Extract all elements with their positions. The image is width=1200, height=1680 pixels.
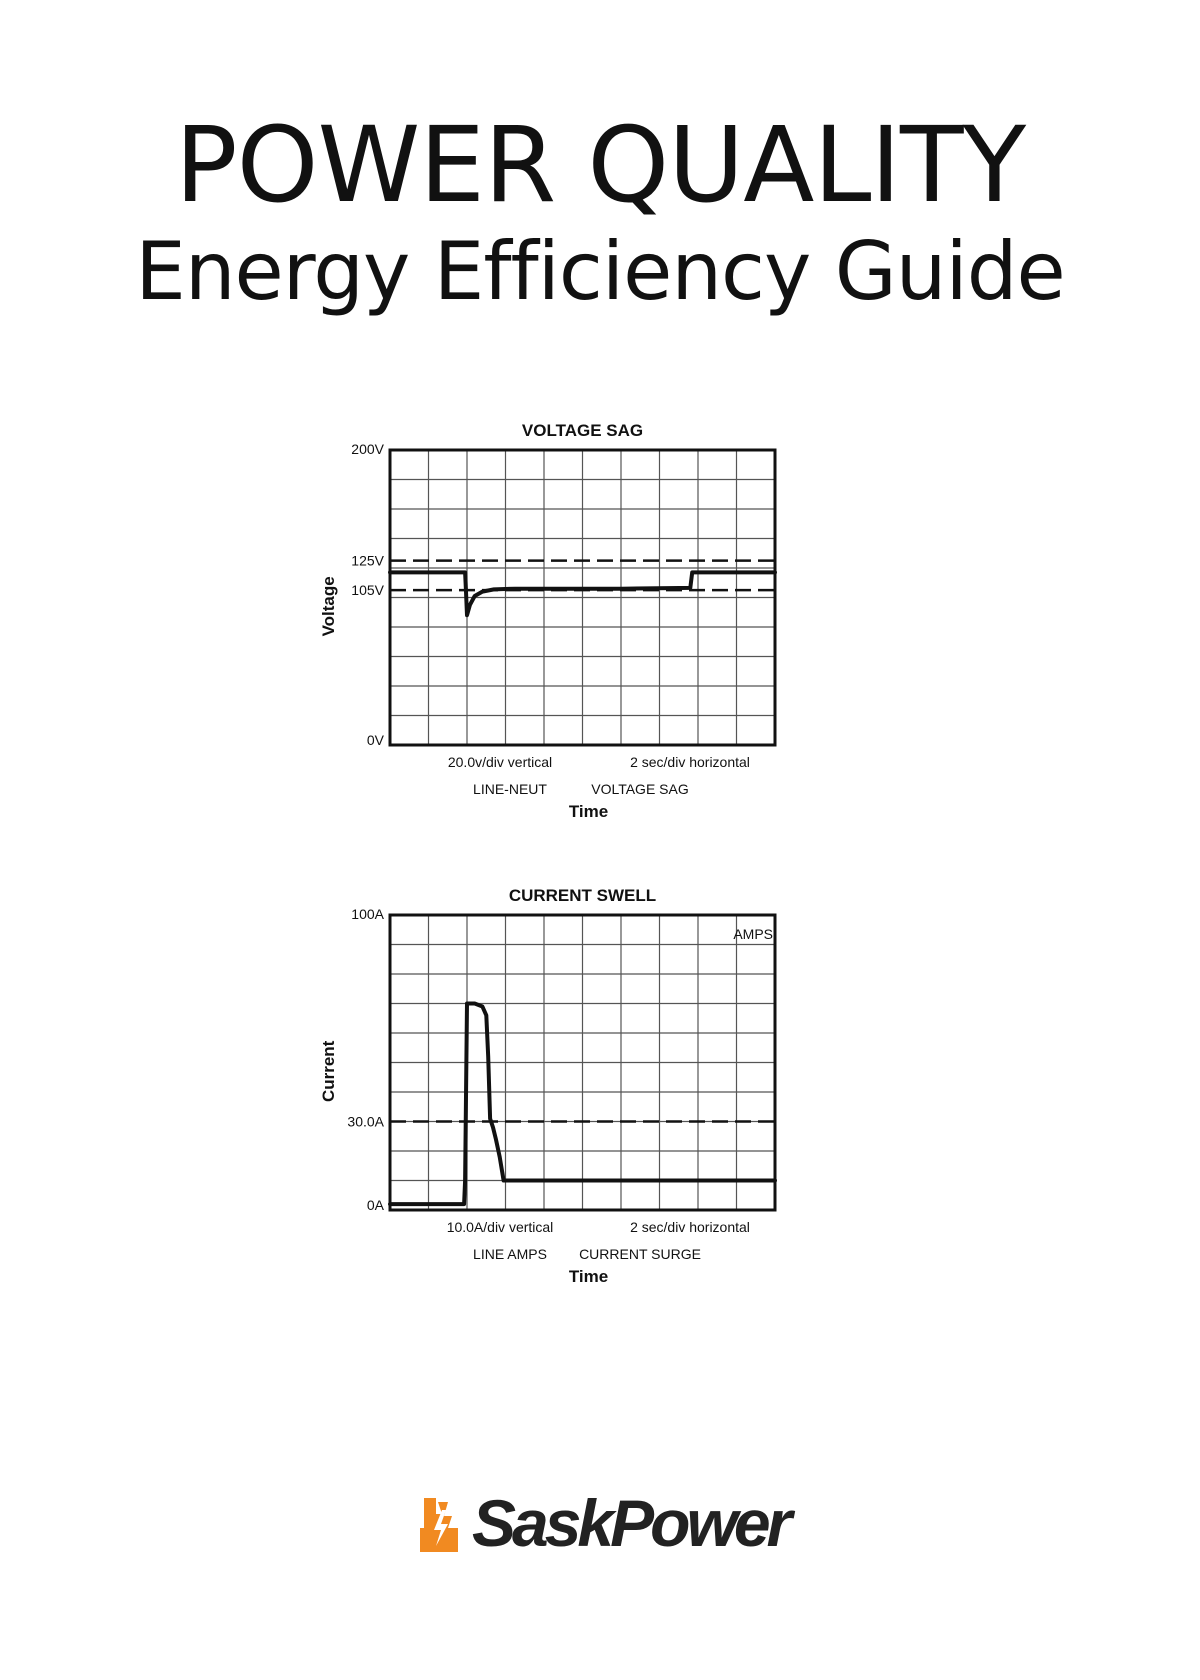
x-axis-label: Time [568, 802, 609, 821]
current-swell-chart [320, 875, 860, 1315]
y-tick-label: 125V [351, 552, 384, 569]
horizontal-scale-note: 2 sec/div horizontal [630, 1219, 750, 1235]
series-annotation: AMPS [733, 926, 773, 942]
chart-title: CURRENT SWELL [508, 886, 657, 905]
y-tick-label: 0A [366, 1197, 384, 1213]
y-tick-label: 0V [366, 732, 384, 748]
y-axis-label: Voltage [319, 576, 338, 637]
y-tick-label: 200V [351, 441, 384, 457]
document-title: POWER QUALITY [174, 104, 1026, 226]
caption-channel: LINE-NEUT [473, 781, 547, 797]
vertical-scale-note: 20.0v/div vertical [447, 754, 553, 770]
vertical-scale-note: 10.0A/div vertical [446, 1219, 554, 1235]
y-tick-label: 100A [351, 906, 384, 922]
y-axis-label: Current [319, 1040, 338, 1103]
saskpower-mark-icon [418, 1492, 462, 1554]
y-tick-label: 105V [351, 582, 384, 599]
voltage-sag-chart [320, 410, 860, 850]
chart-title: VOLTAGE SAG [521, 421, 644, 440]
caption-event: VOLTAGE SAG [591, 781, 689, 797]
caption-event: CURRENT SURGE [579, 1246, 701, 1262]
caption-channel: LINE AMPS [473, 1246, 547, 1262]
y-tick-label: 30.0A [347, 1113, 384, 1130]
document-subtitle: Energy Efficiency Guide [135, 225, 1065, 318]
x-axis-label: Time [568, 1267, 609, 1286]
logo-wordmark: SaskPower [472, 1486, 789, 1560]
saskpower-logo [418, 1488, 788, 1558]
horizontal-scale-note: 2 sec/div horizontal [630, 754, 750, 770]
